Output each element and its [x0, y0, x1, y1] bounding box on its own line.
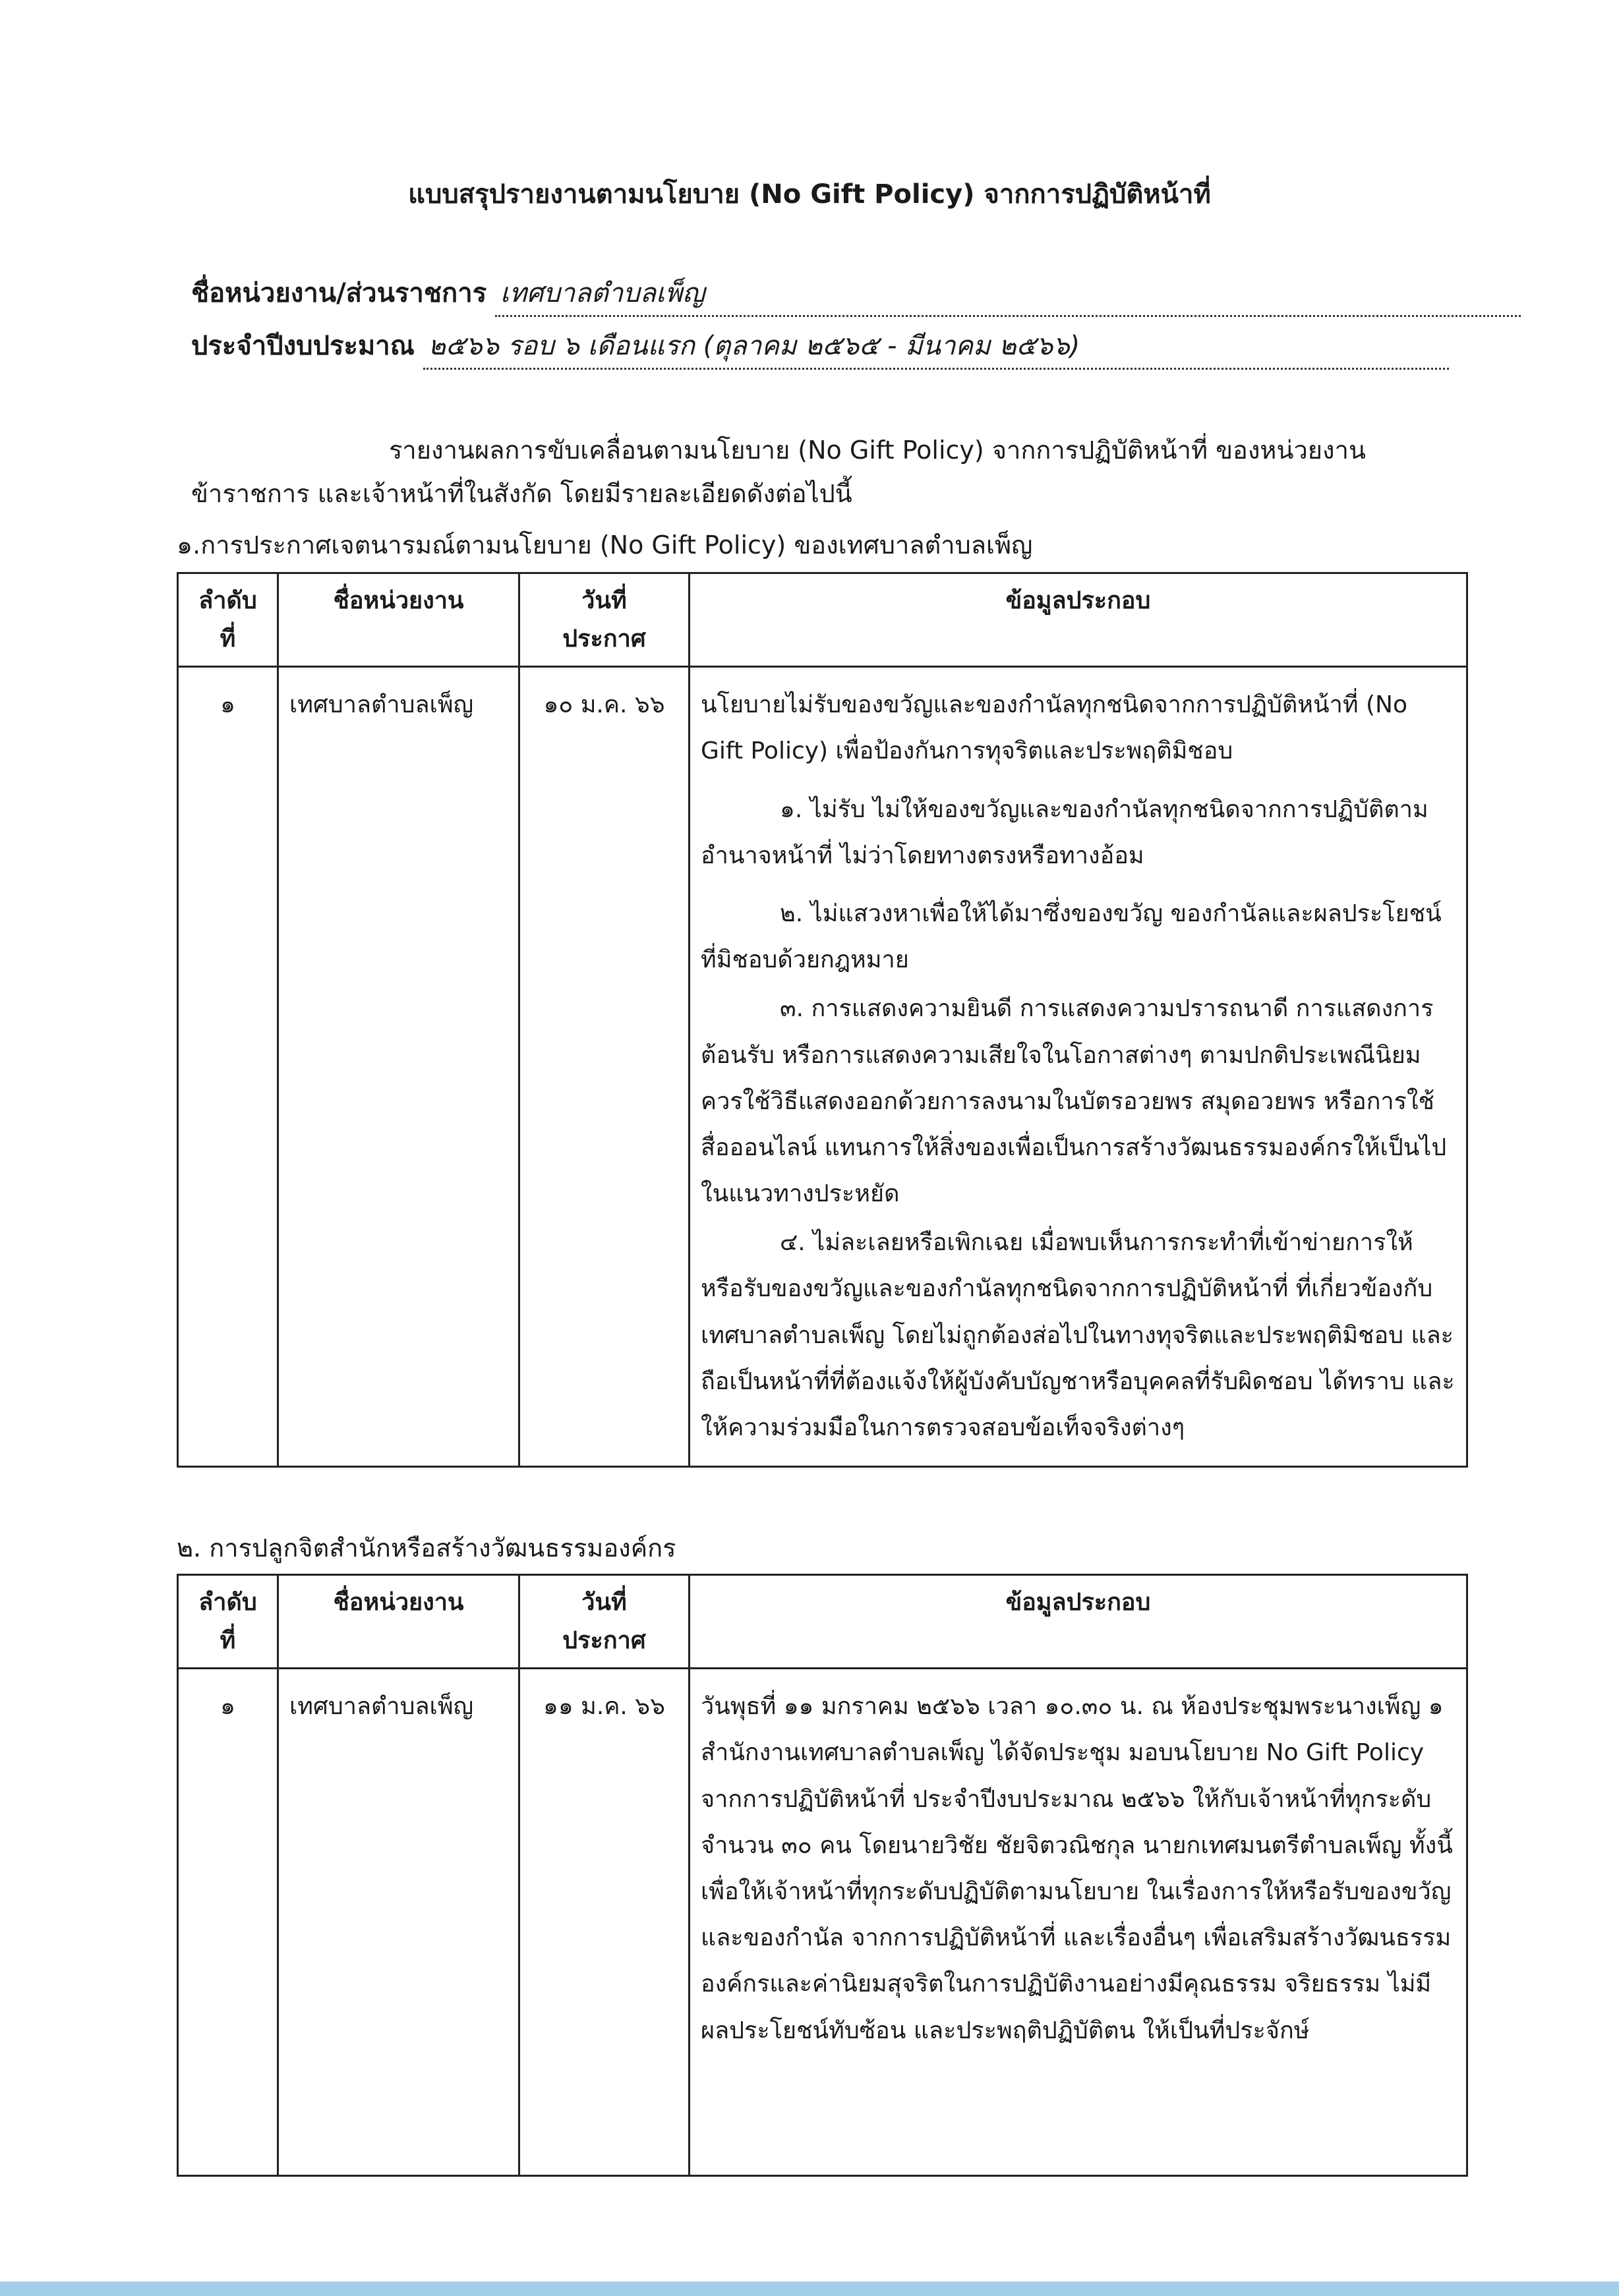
header-date: วันที่ ประกาศ [519, 1575, 690, 1669]
intro-line-2: ข้าราชการ และเจ้าหน้าที่ในสังกัด โดยมีรายละเอียดดังต่อไปนี้ [191, 479, 852, 508]
agency-label: ชื่อหน่วยงาน/ส่วนราชการ [191, 278, 487, 308]
header-detail: ข้อมูลประกอบ [690, 1575, 1467, 1669]
detail-lead: นโยบายไม่รับของขวัญและของกำนัลทุกชนิดจากการปฏิบัติหน้าที่ (No Gift Policy) เพื่อป้องกันการทุจริตและประพฤติมิชอบ [701, 691, 1408, 765]
row-detail [690, 667, 1467, 1467]
header-no: ลำดับ ที่ [178, 573, 278, 667]
header-detail: ข้อมูลประกอบ [690, 573, 1467, 667]
detail-text: วันพุธที่ ๑๑ มกราคม ๒๕๖๖ เวลา ๑๐.๓๐ น. ณ ห้องประชุมพระนางเพ็ญ ๑ สำนักงานเทศบาลตำบลเพ็ญ ได้จัดประชุม มอบนโยบาย No Gift Policy จากการปฏิบัติหน้าที่ ประจำปีงบประมาณ ๒๕๖๖ ให้กับเจ้าหน้าที่ทุกระดับ จำนวน ๓๐ คน โดยนายวิชัย ชัยจิตวณิชกุล นายกเทศมนตรีตำบลเพ็ญ ทั้งนี้เพื่อให้เจ้าหน้าที่ทุกระดับปฏิบัติตามนโยบาย ในเรื่องการให้หรือรับของขวัญและของกำนัล จากการปฏิบัติหน้าที่ และเรื่องอื่นๆ เพื่อเสริมสร้างวัฒนธรรมองค์กรและค่านิยมสุจริตในการปฏิบัติงานอย่างมีคุณธรรม จริยธรรม ไม่มีผลประโยชน์ทับซ้อน และประพฤติปฏิบัติตน ให้เป็นที่ประจักษ์ [701, 1693, 1453, 2044]
table-header-row [178, 573, 1467, 667]
scan-edge [0, 2282, 1619, 2296]
fiscal-year-value: ๒๕๖๖ รอบ ๖ เดือนแรก (ตุลาคม ๒๕๖๕ - มีนาคม ๒๕๖๖) [423, 324, 1449, 370]
header-unit: ชื่อหน่วยงาน [278, 1575, 519, 1669]
table-row [178, 1669, 1467, 2176]
fiscal-year-label: ประจำปีงบประมาณ [191, 331, 415, 361]
row-date: ๑๑ ม.ค. ๖๖ [519, 1669, 690, 2176]
header-unit: ชื่อหน่วยงาน [278, 573, 519, 667]
intro-line-1: รายงานผลการขับเคลื่อนตามนโยบาย (No Gift Policy) จากการปฏิบัติหน้าที่ ของหน่วยงาน [389, 436, 1366, 465]
header-no: ลำดับ ที่ [178, 1575, 278, 1669]
row-date: ๑๐ ม.ค. ๖๖ [519, 667, 690, 1467]
fiscal-year-line [191, 324, 1449, 370]
row-no: ๑ [178, 667, 278, 1467]
row-detail [690, 1669, 1467, 2176]
section-1-table [177, 572, 1468, 1468]
agency-line [191, 272, 1521, 317]
row-unit: เทศบาลตำบลเพ็ญ [278, 1669, 519, 2176]
agency-value: เทศบาลตำบลเพ็ญ [495, 272, 1521, 317]
section-2-title: ๒. การปลูกจิตสำนักหรือสร้างวัฒนธรรมองค์กร [177, 1534, 676, 1563]
detail-item-2: ๒. ไม่แสวงหาเพื่อให้ได้มาซึ่งของขวัญ ของกำนัลและผลประโยชน์ที่มิชอบด้วยกฎหมาย [701, 900, 1442, 974]
row-unit: เทศบาลตำบลเพ็ญ [278, 667, 519, 1467]
detail-item-4: ๔. ไม่ละเลยหรือเพิกเฉย เมื่อพบเห็นการกระทำที่เข้าข่ายการให้หรือรับของขวัญและของกำนัลทุกชนิดจากการปฏิบัติหน้าที่ ที่เกี่ยวข้องกับเทศบาลตำบลเพ็ญ โดยไม่ถูกต้องส่อไปในทางทุจริตและประพฤติมิชอบ และถือเป็นหน้าที่ที่ต้องแจ้งให้ผู้บังคับบัญชาหรือบุคคลที่รับผิดชอบ ได้ทราบ และให้ความร่วมมือในการตรวจสอบข้อเท็จจริงต่างๆ [701, 1229, 1455, 1441]
section-1-title: ๑.การประกาศเจตนารมณ์ตามนโยบาย (No Gift Policy) ของเทศบาลตำบลเพ็ญ [177, 531, 1033, 560]
table-row [178, 667, 1467, 1467]
detail-item-1: ๑. ไม่รับ ไม่ให้ของขวัญและของกำนัลทุกชนิดจากการปฏิบัติตามอำนาจหน้าที่ ไม่ว่าโดยทางตรงหรือทางอ้อม [701, 795, 1428, 869]
section-2-table [177, 1574, 1468, 2177]
row-no: ๑ [178, 1669, 278, 2176]
table-header-row [178, 1575, 1467, 1669]
document-title: แบบสรุปรายงานตามนโยบาย (No Gift Policy) จากการปฏิบัติหน้าที่ [408, 179, 1211, 210]
header-date: วันที่ ประกาศ [519, 573, 690, 667]
detail-item-3: ๓. การแสดงความยินดี การแสดงความปรารถนาดี การแสดงการต้อนรับ หรือการแสดงความเสียใจในโอกาสต่างๆ ตามปกติประเพณีนิยม ควรใช้วิธีแสดงออกด้วยการลงนามในบัตรอวยพร สมุดอวยพร หรือการใช้สื่อออนไลน์ แทนการให้สิ่งของเพื่อเป็นการสร้างวัฒนธรรมองค์กรให้เป็นไปในแนวทางประหยัด [701, 995, 1447, 1208]
